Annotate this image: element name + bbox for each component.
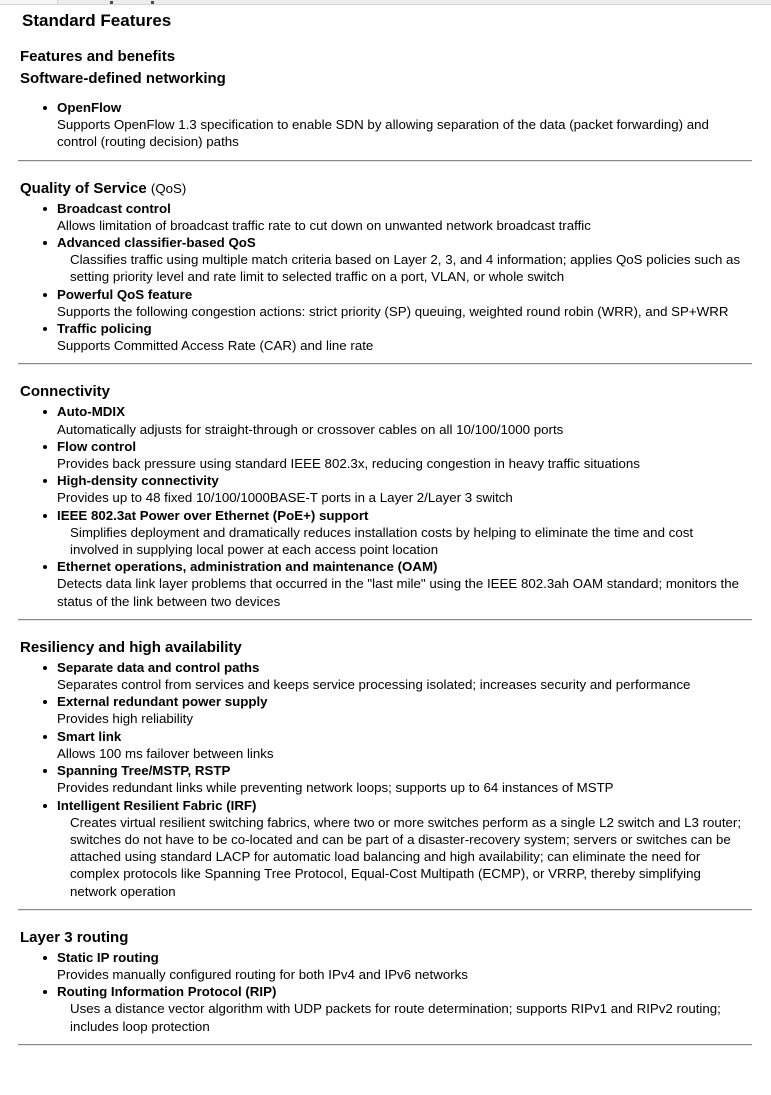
feature-description: Provides up to 48 fixed 10/100/1000BASE-T ports in a Layer 2/Layer 3 switch xyxy=(57,490,513,506)
feature-description: Supports Committed Access Rate (CAR) and line rate xyxy=(57,338,374,354)
feature-item xyxy=(57,797,753,900)
feature-description: Simplifies deployment and dramatically reduces installation costs by helping to eliminate the time and cost involved in supplying local power at each access point location xyxy=(70,524,694,558)
feature-section-connectivity xyxy=(20,382,753,609)
feature-section-layer-3-routing xyxy=(20,928,753,1035)
feature-description: Allows 100 ms failover between links xyxy=(57,745,274,761)
cutoff-text-speck xyxy=(110,1,113,4)
section-divider xyxy=(18,619,752,621)
feature-title: Separate data and control paths xyxy=(57,659,260,675)
feature-item xyxy=(57,659,753,693)
feature-title: Routing Information Protocol (RIP) xyxy=(57,984,277,1000)
page-title: Standard Features xyxy=(22,11,172,30)
tab-remnant xyxy=(0,0,58,5)
feature-list xyxy=(20,200,753,355)
feature-item xyxy=(57,949,753,983)
feature-item xyxy=(57,762,753,796)
section-heading-suffix: (QoS) xyxy=(150,180,187,196)
feature-item xyxy=(57,558,753,610)
feature-description: Provides redundant links while preventing network loops; supports up to 64 instances of MSTP xyxy=(57,780,614,796)
feature-title: Ethernet operations, administration and maintenance (OAM) xyxy=(57,559,438,575)
feature-description: Separates control from services and keeps service processing isolated; increases security and performance xyxy=(57,677,691,693)
feature-item xyxy=(57,438,753,472)
feature-title: Spanning Tree/MSTP, RSTP xyxy=(57,763,231,779)
section-heading xyxy=(20,179,753,198)
feature-item xyxy=(57,200,753,234)
feature-title: IEEE 802.3at Power over Ethernet (PoE+) support xyxy=(57,507,369,523)
feature-list xyxy=(20,99,753,151)
feature-title: Intelligent Resilient Fabric (IRF) xyxy=(57,797,257,813)
feature-description: Allows limitation of broadcast traffic rate to cut down on unwanted network broadcast traffic xyxy=(57,217,591,233)
section-divider xyxy=(18,363,752,365)
feature-item xyxy=(57,286,753,320)
feature-item xyxy=(57,472,753,506)
feature-description: Provides high reliability xyxy=(57,711,193,727)
feature-section-software-defined-networking xyxy=(20,69,753,151)
section-divider xyxy=(18,160,752,162)
feature-list xyxy=(20,403,753,609)
section-heading xyxy=(20,928,753,947)
section-heading-text: Software-defined networking xyxy=(20,70,226,87)
feature-description: Creates virtual resilient switching fabrics, where two or more switches perform as a single L2 switch and L3 router; switches do not have to be co-located and can be part of a disaster-recovery system; servers or switches can be attached using standard LACP for automatic load balancing and high availability; can eliminate the need for complex protocols like Spanning Tree Protocol, Equal-Cost Multipath (ECMP), or VRRP, thereby simplifying network operation xyxy=(70,814,742,899)
section-heading-text: Connectivity xyxy=(20,383,111,401)
feature-title: Flow control xyxy=(57,438,137,454)
feature-description: Provides back pressure using standard IEEE 802.3x, reducing congestion in heavy traffic situations xyxy=(57,456,640,472)
feature-sections xyxy=(20,69,753,1046)
feature-item xyxy=(57,728,753,762)
feature-item xyxy=(57,983,753,1035)
feature-description: Supports OpenFlow 1.3 specification to enable SDN by allowing separation of the data (packet forwarding) and control (routing decision) paths xyxy=(57,117,709,150)
feature-title: External redundant power supply xyxy=(57,694,268,710)
feature-title: OpenFlow xyxy=(57,100,122,115)
section-heading-text: Resiliency and high availability xyxy=(20,638,242,656)
document-body xyxy=(0,11,771,1046)
feature-title: Advanced classifier-based QoS xyxy=(57,235,256,251)
feature-title: Smart link xyxy=(57,728,122,744)
feature-description: Classifies traffic using multiple match criteria based on Layer 2, 3, and 4 information; applies QoS policies such as setting priority level and rate limit to selected traffic on a port, VLAN, or whole switch xyxy=(70,252,741,285)
feature-description: Supports the following congestion actions: strict priority (SP) queuing, weighted round robin (WRR), and SP+WRR xyxy=(57,303,729,319)
feature-title: Auto-MDIX xyxy=(57,404,125,420)
section-heading xyxy=(20,382,753,401)
section-heading xyxy=(20,69,753,88)
feature-title: Broadcast control xyxy=(57,200,171,216)
feature-item xyxy=(57,693,753,727)
section-heading-text: Quality of Service xyxy=(20,179,147,197)
feature-description: Provides manually configured routing for both IPv4 and IPv6 networks xyxy=(57,966,468,982)
section-divider xyxy=(18,1044,752,1046)
feature-title: Static IP routing xyxy=(57,949,159,965)
section-divider xyxy=(18,909,752,911)
feature-item xyxy=(57,403,753,437)
feature-list xyxy=(20,949,753,1035)
feature-title: Powerful QoS feature xyxy=(57,286,193,302)
feature-list xyxy=(20,659,753,900)
feature-title: High-density connectivity xyxy=(57,473,219,489)
feature-item xyxy=(57,234,753,286)
feature-item xyxy=(57,99,753,151)
feature-description: Uses a distance vector algorithm with UDP packets for route determination; supports RIPv1 and RIPv2 routing; includes loop protection xyxy=(70,1001,721,1034)
feature-item xyxy=(57,320,753,354)
section-heading-text: Layer 3 routing xyxy=(20,928,129,946)
feature-section-resiliency-and-high-availability xyxy=(20,638,753,900)
page-subtitle: Features and benefits xyxy=(20,48,176,65)
feature-section-quality-of-service xyxy=(20,179,753,355)
feature-title: Traffic policing xyxy=(57,321,152,337)
feature-description: Automatically adjusts for straight-through or crossover cables on all 10/100/1000 ports xyxy=(57,421,564,437)
toolbar-remnant xyxy=(0,0,771,5)
feature-description: Detects data link layer problems that occurred in the "last mile" using the IEEE 802.3ah OAM standard; monitors the status of the link between two devices xyxy=(57,576,740,609)
cutoff-text-speck xyxy=(151,1,154,4)
feature-item xyxy=(57,507,753,559)
section-heading xyxy=(20,638,753,657)
